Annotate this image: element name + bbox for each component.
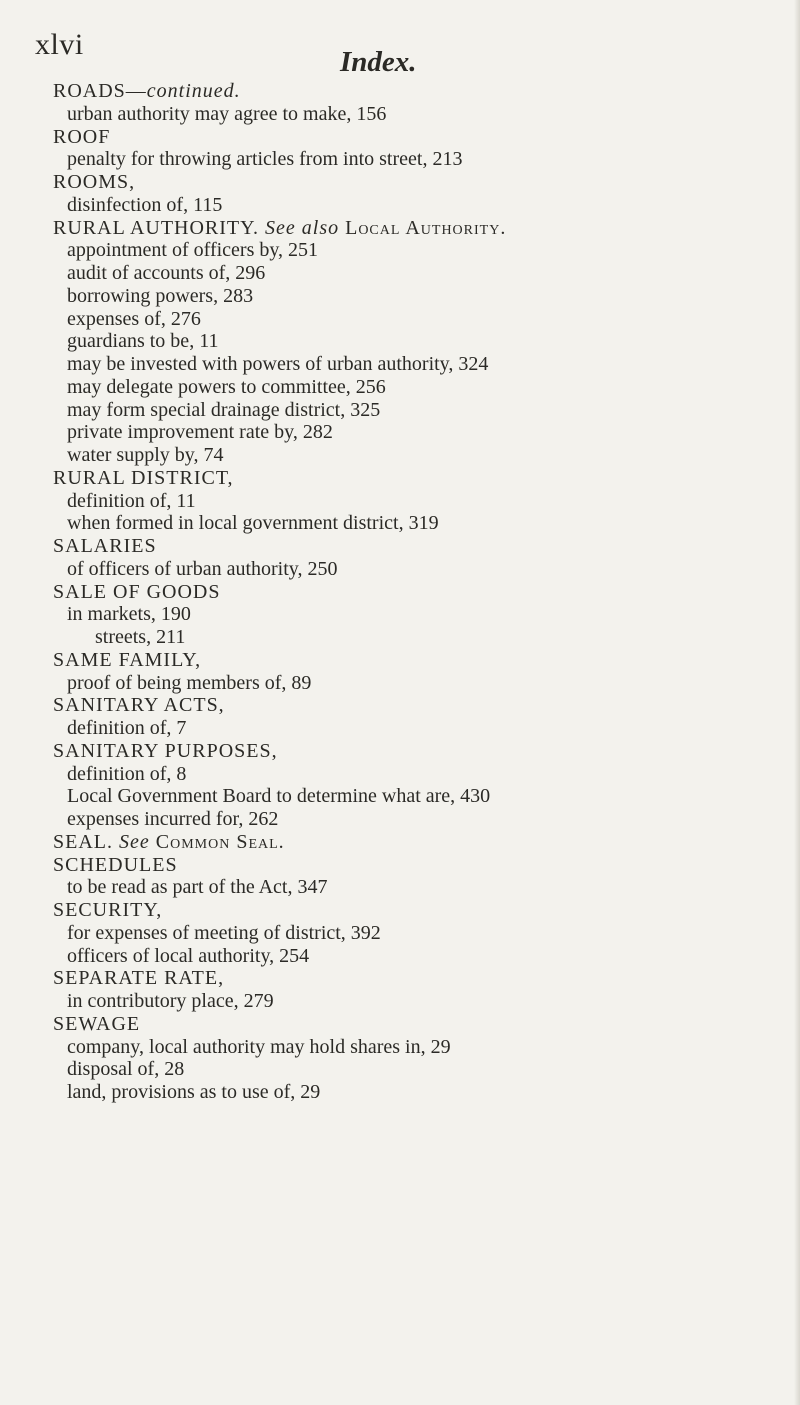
entry-text: company, local authority may hold shares in, 29: [67, 1035, 451, 1058]
entry-text: SANITARY PURPOSES,: [53, 739, 278, 762]
index-subentry: [0, 285, 800, 308]
cross-reference: Common Seal.: [155, 830, 285, 853]
entry-text: SEPARATE RATE,: [53, 967, 225, 990]
cross-reference: Local Authority.: [345, 216, 507, 239]
index-heading: [0, 467, 800, 490]
index-subentry: [0, 376, 800, 399]
entry-text: SALARIES: [53, 535, 157, 557]
index-subentry: [0, 194, 800, 217]
entry-text: ROADS—: [53, 80, 147, 102]
entry-text: proof of being members of, 89: [67, 671, 312, 694]
index-subentry: [0, 1081, 800, 1104]
index-subentry: [0, 399, 800, 422]
entry-text: expenses of, 276: [67, 307, 201, 330]
index-heading: [0, 217, 800, 240]
index-subentry: [0, 717, 800, 740]
index-subentry: [0, 239, 800, 262]
entry-text: SCHEDULES: [53, 853, 178, 876]
see-label: See also: [265, 216, 340, 239]
entry-text: of officers of urban authority, 250: [67, 557, 338, 580]
entry-text: RURAL DISTRICT,: [53, 466, 234, 489]
entry-text: definition of, 8: [67, 762, 187, 785]
entry-text: SANITARY ACTS,: [53, 694, 225, 717]
entry-text: guardians to be, 11: [67, 330, 219, 353]
entry-text: disposal of, 28: [67, 1058, 185, 1081]
index-heading: [0, 649, 800, 672]
entry-text: SEAL.: [53, 830, 113, 853]
entry-text: SECURITY,: [53, 899, 163, 921]
index-subentry: [0, 672, 800, 695]
entry-text: SEWAGE: [53, 1012, 141, 1035]
index-subentry: [0, 262, 800, 285]
index-subentry: [0, 512, 800, 535]
entry-text: SAME FAMILY,: [53, 648, 202, 671]
entry-text: ROOF: [53, 125, 111, 148]
entry-text: when formed in local government district, 319: [67, 512, 439, 535]
index-subentry: [0, 330, 800, 353]
index-subentry: [0, 103, 800, 126]
index-heading: [0, 899, 800, 922]
entry-text: for expenses of meeting of district, 392: [67, 921, 381, 944]
index-subentry: [0, 808, 800, 831]
continued-label: continued.: [146, 80, 241, 102]
index-subentry: [0, 626, 800, 649]
entry-text: RURAL AUTHORITY.: [53, 216, 260, 239]
index-subentry: [0, 1036, 800, 1059]
index-heading: [0, 1013, 800, 1036]
index-subentry: [0, 308, 800, 331]
index-list: [0, 80, 800, 1104]
index-subentry: [0, 1058, 800, 1081]
index-subentry: [0, 353, 800, 376]
index-subentry: [0, 490, 800, 513]
index-heading: [0, 80, 800, 103]
entry-text: SALE OF GOODS: [53, 580, 221, 603]
entry-text: in markets, 190: [67, 603, 191, 626]
index-subentry: [0, 421, 800, 444]
index-heading: [0, 171, 800, 194]
index-heading: [0, 126, 800, 149]
entry-text: disinfection of, 115: [67, 193, 223, 216]
entry-text: expenses incurred for, 262: [67, 808, 279, 830]
running-head: Index.: [340, 46, 417, 78]
index-subentry: [0, 763, 800, 786]
entry-text: definition of, 7: [67, 717, 187, 739]
index-subentry: [0, 876, 800, 899]
entry-text: appointment of officers by, 251: [67, 239, 319, 262]
entry-text: may be invested with powers of urban authority, 324: [67, 353, 489, 375]
entry-text: urban authority may agree to make, 156: [67, 102, 387, 125]
see-label: See: [119, 830, 150, 853]
index-subentry: [0, 603, 800, 626]
entry-text: streets, 211: [95, 626, 186, 648]
entry-text: ROOMS,: [53, 171, 136, 193]
entry-text: may delegate powers to committee, 256: [67, 375, 386, 398]
entry-text: in contributory place, 279: [67, 990, 274, 1012]
index-subentry: [0, 558, 800, 581]
entry-text: water supply by, 74: [67, 444, 224, 466]
entry-text: audit of accounts of, 296: [67, 262, 266, 284]
entry-text: may form special drainage district, 325: [67, 398, 381, 421]
index-subentry: [0, 990, 800, 1013]
index-subentry: [0, 785, 800, 808]
entry-text: definition of, 11: [67, 489, 196, 512]
entry-text: to be read as part of the Act, 347: [67, 876, 328, 899]
index-heading: [0, 694, 800, 717]
index-subentry: [0, 148, 800, 171]
entry-text: borrowing powers, 283: [67, 284, 254, 307]
index-subentry: [0, 945, 800, 968]
page-number: xlvi: [35, 28, 84, 61]
index-heading: [0, 967, 800, 990]
entry-text: penalty for throwing articles from into street, 213: [67, 148, 463, 171]
index-subentry: [0, 444, 800, 467]
index-heading: [0, 831, 800, 854]
entry-text: private improvement rate by, 282: [67, 421, 333, 444]
index-heading: [0, 535, 800, 558]
entry-text: land, provisions as to use of, 29: [67, 1081, 321, 1103]
entry-text: officers of local authority, 254: [67, 944, 310, 967]
index-subentry: [0, 922, 800, 945]
entry-text: Local Government Board to determine what are, 430: [67, 785, 491, 808]
index-heading: [0, 740, 800, 763]
index-heading: [0, 581, 800, 604]
page-edge-shadow: [794, 0, 800, 1405]
index-heading: [0, 854, 800, 877]
